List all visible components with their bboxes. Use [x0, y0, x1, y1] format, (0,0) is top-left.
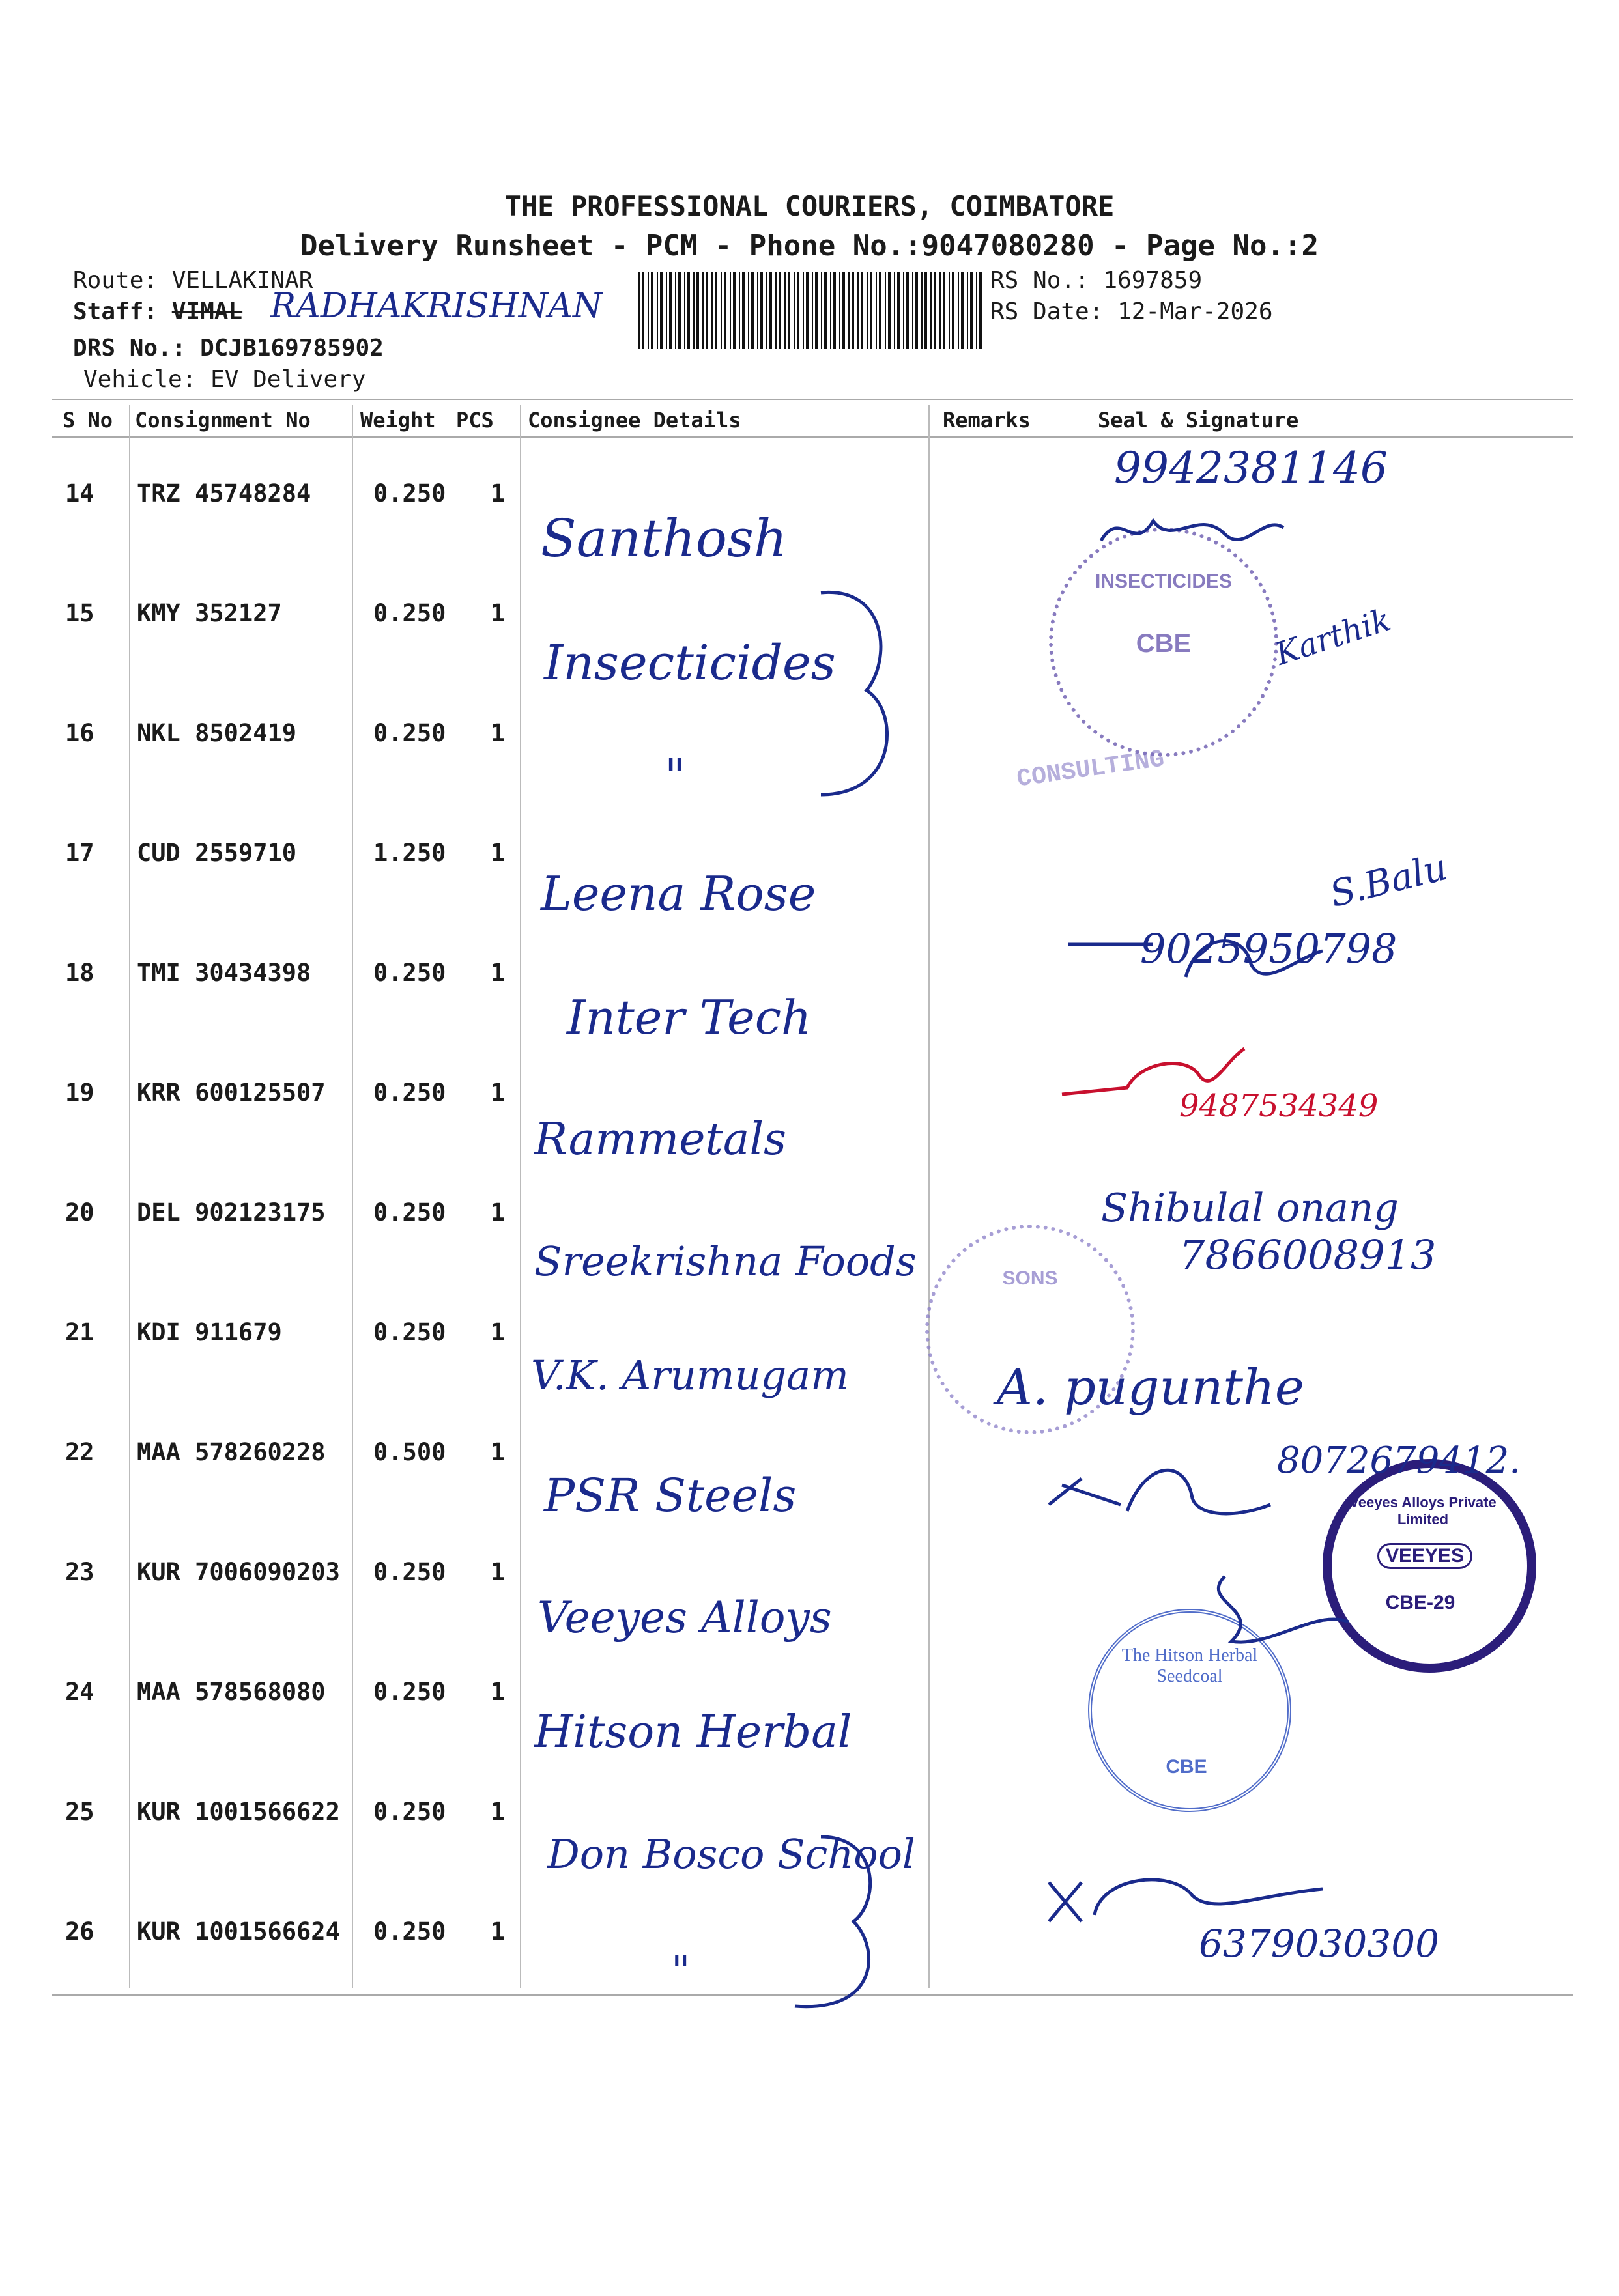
- barcode-bar: [934, 272, 936, 349]
- row-consignment: TMI 30434398: [137, 959, 311, 987]
- barcode-bar: [894, 272, 895, 349]
- drs-value: DCJB169785902: [200, 335, 384, 361]
- stamp-text: VEEYES: [1377, 1543, 1472, 1569]
- signature-name: S.Balu: [1325, 845, 1452, 916]
- row-pcs: 1: [491, 959, 506, 987]
- barcode-bar: [648, 272, 649, 349]
- barcode-bar: [693, 272, 695, 349]
- row-sno: 21: [65, 1318, 94, 1346]
- row-sno: 23: [65, 1558, 94, 1586]
- barcode-bar: [702, 272, 704, 349]
- consignee-hand: Don Bosco School: [547, 1830, 915, 1878]
- barcode-bar: [669, 272, 672, 349]
- barcode-bar: [915, 272, 918, 349]
- row-consignment: KDI 911679: [137, 1318, 282, 1346]
- barcode-bar: [784, 272, 786, 349]
- barcode-bar: [952, 272, 954, 349]
- row-weight: 0.250: [373, 1918, 446, 1946]
- row-pcs: 1: [491, 479, 506, 507]
- consignee-hand: ": [665, 749, 686, 802]
- row-sno: 26: [65, 1918, 94, 1946]
- consignee-hand: Sreekrishna Foods: [534, 1238, 917, 1285]
- signature-scribble: [1042, 1863, 1329, 1935]
- barcode-bar: [939, 272, 941, 349]
- staff-line: [73, 298, 242, 325]
- row-pcs: 1: [491, 1798, 506, 1826]
- barcode-bar: [848, 272, 850, 349]
- barcode-bar: [867, 272, 868, 349]
- row-pcs: 1: [491, 1438, 506, 1466]
- rs-no-label: RS No.:: [990, 267, 1089, 294]
- barcode-bar: [888, 272, 891, 349]
- barcode-bar: [812, 272, 813, 349]
- route-label: Route:: [73, 267, 158, 294]
- barcode-bar: [924, 272, 927, 349]
- rs-date-line: [990, 298, 1273, 325]
- signature-phone: 9025950798: [1140, 925, 1397, 972]
- drs-line: [73, 335, 384, 361]
- barcode-bar: [870, 272, 872, 349]
- barcode-bar: [666, 272, 667, 349]
- row-consignment: DEL 902123175: [137, 1198, 326, 1226]
- row-consignment: MAA 578568080: [137, 1678, 326, 1706]
- row-weight: 0.250: [373, 719, 446, 747]
- vehicle-value: EV Delivery: [210, 366, 366, 393]
- stamp-text: CBE: [1136, 629, 1192, 658]
- consignee-hand: V.K. Arumugam: [531, 1352, 849, 1399]
- barcode-bar: [824, 272, 827, 349]
- row-sno: 18: [65, 959, 94, 987]
- barcode-bar: [760, 272, 763, 349]
- row-sno: 22: [65, 1438, 94, 1466]
- barcode-bar: [660, 272, 663, 349]
- row-weight: 0.250: [373, 1798, 446, 1826]
- barcode-bar: [711, 272, 713, 349]
- barcode-bar: [833, 272, 836, 349]
- consignee-hand: Insecticides: [544, 635, 836, 691]
- staff-label: Staff:: [73, 298, 158, 325]
- barcode-bar: [839, 272, 840, 349]
- row-weight: 1.250: [373, 839, 446, 867]
- signature-scribble: [1042, 1446, 1277, 1537]
- consignee-hand: Veeyes Alloys: [537, 1593, 832, 1643]
- barcode-bar: [970, 272, 973, 349]
- col-header-pcs: PCS: [456, 408, 494, 432]
- row-consignment: MAA 578260228: [137, 1438, 326, 1466]
- barcode-bar: [748, 272, 749, 349]
- barcode-bar: [678, 272, 681, 349]
- signature-phone: 9487534349: [1179, 1088, 1379, 1124]
- row-sno: 24: [65, 1678, 94, 1706]
- row-pcs: 1: [491, 599, 506, 627]
- barcode-bar: [803, 272, 804, 349]
- barcode-bar: [684, 272, 685, 349]
- brace-mark: [782, 1824, 899, 2019]
- barcode-bar: [861, 272, 863, 349]
- row-consignment: NKL 8502419: [137, 719, 297, 747]
- barcode: [638, 272, 984, 349]
- row-sno: 25: [65, 1798, 94, 1826]
- rs-date-label: RS Date:: [990, 298, 1104, 325]
- barcode-bar: [876, 272, 877, 349]
- barcode-bar: [724, 272, 726, 349]
- barcode-bar: [921, 272, 923, 349]
- barcode-bar: [696, 272, 699, 349]
- row-weight: 0.250: [373, 1079, 446, 1107]
- barcode-bar: [788, 272, 790, 349]
- consignee-hand: Inter Tech: [567, 990, 812, 1045]
- barcode-bar: [794, 272, 795, 349]
- consignee-hand: Hitson Herbal: [534, 1707, 852, 1758]
- barcode-bar: [715, 272, 717, 349]
- row-pcs: 1: [491, 1678, 506, 1706]
- signature-phone: 6379030300: [1199, 1921, 1440, 1966]
- rs-no-value: 1697859: [1103, 267, 1203, 294]
- vehicle-label: Vehicle:: [83, 366, 197, 393]
- stamp-text: CONSULTING: [1015, 745, 1166, 794]
- row-pcs: 1: [491, 839, 506, 867]
- barcode-bar: [830, 272, 831, 349]
- signature-phone: 8072679412.: [1277, 1439, 1521, 1482]
- row-weight: 0.250: [373, 479, 446, 507]
- barcode-bar: [821, 272, 822, 349]
- table-top-rule: [52, 399, 1573, 400]
- row-weight: 0.250: [373, 1198, 446, 1226]
- signature-name: Karthik: [1270, 601, 1396, 673]
- barcode-bar: [852, 272, 854, 349]
- row-weight: 0.250: [373, 1678, 446, 1706]
- row-weight: 0.250: [373, 959, 446, 987]
- row-pcs: 1: [491, 1198, 506, 1226]
- runsheet-subtitle: Delivery Runsheet - PCM - Phone No.:9047080280 - Page No.:2: [300, 229, 1319, 262]
- rs-no-line: [990, 267, 1202, 294]
- consignee-hand: ": [671, 1948, 691, 1996]
- barcode-bar: [638, 272, 640, 349]
- barcode-bar: [806, 272, 809, 349]
- row-pcs: 1: [491, 1558, 506, 1586]
- row-weight: 0.250: [373, 1318, 446, 1346]
- barcode-bar: [976, 272, 977, 349]
- col-header-weight: Weight: [360, 408, 436, 432]
- row-sno: 15: [65, 599, 94, 627]
- row-weight: 0.500: [373, 1438, 446, 1466]
- consignee-hand: Leena Rose: [541, 866, 816, 921]
- row-consignment: CUD 2559710: [137, 839, 297, 867]
- row-consignment: KRR 600125507: [137, 1079, 326, 1107]
- row-consignment: KUR 7006090203: [137, 1558, 340, 1586]
- barcode-bar: [897, 272, 900, 349]
- col-header-sno: S No: [63, 408, 113, 432]
- barcode-bar: [733, 272, 736, 349]
- barcode-bar: [842, 272, 845, 349]
- barcode-bar: [721, 272, 722, 349]
- row-sno: 17: [65, 839, 94, 867]
- barcode-bar: [675, 272, 676, 349]
- barcode-bar: [706, 272, 708, 349]
- barcode-bar: [775, 272, 777, 349]
- staff-handwritten: RADHAKRISHNAN: [270, 287, 603, 326]
- staff-printed: VIMAL: [171, 298, 243, 325]
- route-value: VELLAKINAR: [171, 267, 313, 294]
- row-sno: 19: [65, 1079, 94, 1107]
- row-pcs: 1: [491, 1318, 506, 1346]
- barcode-bar: [879, 272, 881, 349]
- row-sno: 16: [65, 719, 94, 747]
- drs-label: DRS No.:: [73, 335, 186, 361]
- barcode-bar: [930, 272, 932, 349]
- signature-scribble: [1186, 1570, 1355, 1661]
- consignee-hand: PSR Steels: [544, 1469, 797, 1522]
- barcode-bar: [651, 272, 653, 349]
- row-pcs: 1: [491, 719, 506, 747]
- barcode-bar: [742, 272, 745, 349]
- barcode-bar: [779, 272, 781, 349]
- signature-name: Shibulal onang: [1101, 1185, 1399, 1231]
- signature-phone: 9942381146: [1114, 443, 1388, 493]
- barcode-bar: [815, 272, 818, 349]
- col-header-consignment: Consignment No: [135, 408, 311, 432]
- stamp-text: INSECTICIDES: [1095, 571, 1233, 592]
- row-sno: 20: [65, 1198, 94, 1226]
- row-sno: 14: [65, 479, 94, 507]
- signature-phone: 7866008913: [1179, 1231, 1437, 1279]
- signature-scribble: [1055, 860, 1329, 1003]
- barcode-bar: [751, 272, 754, 349]
- barcode-bar: [885, 272, 886, 349]
- table-header-rule: [52, 436, 1573, 438]
- row-consignment: KMY 352127: [137, 599, 282, 627]
- consignee-hand: Santhosh: [541, 508, 788, 569]
- barcode-bar: [958, 272, 959, 349]
- barcode-bar: [757, 272, 758, 349]
- barcode-bar: [903, 272, 904, 349]
- col-header-consignee: Consignee Details: [528, 408, 741, 432]
- signature-scribble: [1095, 495, 1290, 567]
- barcode-bar: [961, 272, 964, 349]
- barcode-bar: [739, 272, 740, 349]
- col-header-seal: Seal & Signature: [1098, 408, 1299, 432]
- red-signature: [1055, 1036, 1251, 1120]
- row-pcs: 1: [491, 1918, 506, 1946]
- barcode-bar: [949, 272, 950, 349]
- stamp-text: CBE-29: [1385, 1592, 1455, 1613]
- company-title: THE PROFESSIONAL COURIERS, COIMBATORE: [504, 190, 1115, 222]
- barcode-bar: [912, 272, 913, 349]
- barcode-bar: [797, 272, 799, 349]
- rs-date-value: 12-Mar-2026: [1117, 298, 1273, 325]
- barcode-bar: [687, 272, 690, 349]
- row-pcs: 1: [491, 1079, 506, 1107]
- brace-mark: [808, 580, 912, 814]
- barcode-bar: [943, 272, 945, 349]
- barcode-bar: [979, 272, 982, 349]
- row-weight: 0.250: [373, 599, 446, 627]
- barcode-bar: [967, 272, 968, 349]
- row-consignment: TRZ 45748284: [137, 479, 311, 507]
- vehicle-line: [83, 366, 366, 393]
- signature-name: A. pugunthe: [997, 1358, 1304, 1416]
- barcode-bar: [657, 272, 658, 349]
- barcode-bar: [766, 272, 767, 349]
- barcode-bar: [642, 272, 644, 349]
- stamp-text: The Hitson Herbal Seedcoal: [1121, 1645, 1258, 1686]
- row-weight: 0.250: [373, 1558, 446, 1586]
- col-header-remarks: Remarks: [943, 408, 1031, 432]
- stamp-text: Veeyes Alloys Private Limited: [1349, 1494, 1497, 1527]
- row-consignment: KUR 1001566624: [137, 1918, 340, 1946]
- row-consignment: KUR 1001566622: [137, 1798, 340, 1826]
- barcode-bar: [857, 272, 859, 349]
- stamp-text: CBE: [1166, 1756, 1207, 1778]
- barcode-bar: [769, 272, 772, 349]
- consignee-hand: Rammetals: [534, 1114, 787, 1165]
- stamp-text: SONS: [1002, 1268, 1058, 1289]
- barcode-bar: [906, 272, 909, 349]
- barcode-bar: [730, 272, 731, 349]
